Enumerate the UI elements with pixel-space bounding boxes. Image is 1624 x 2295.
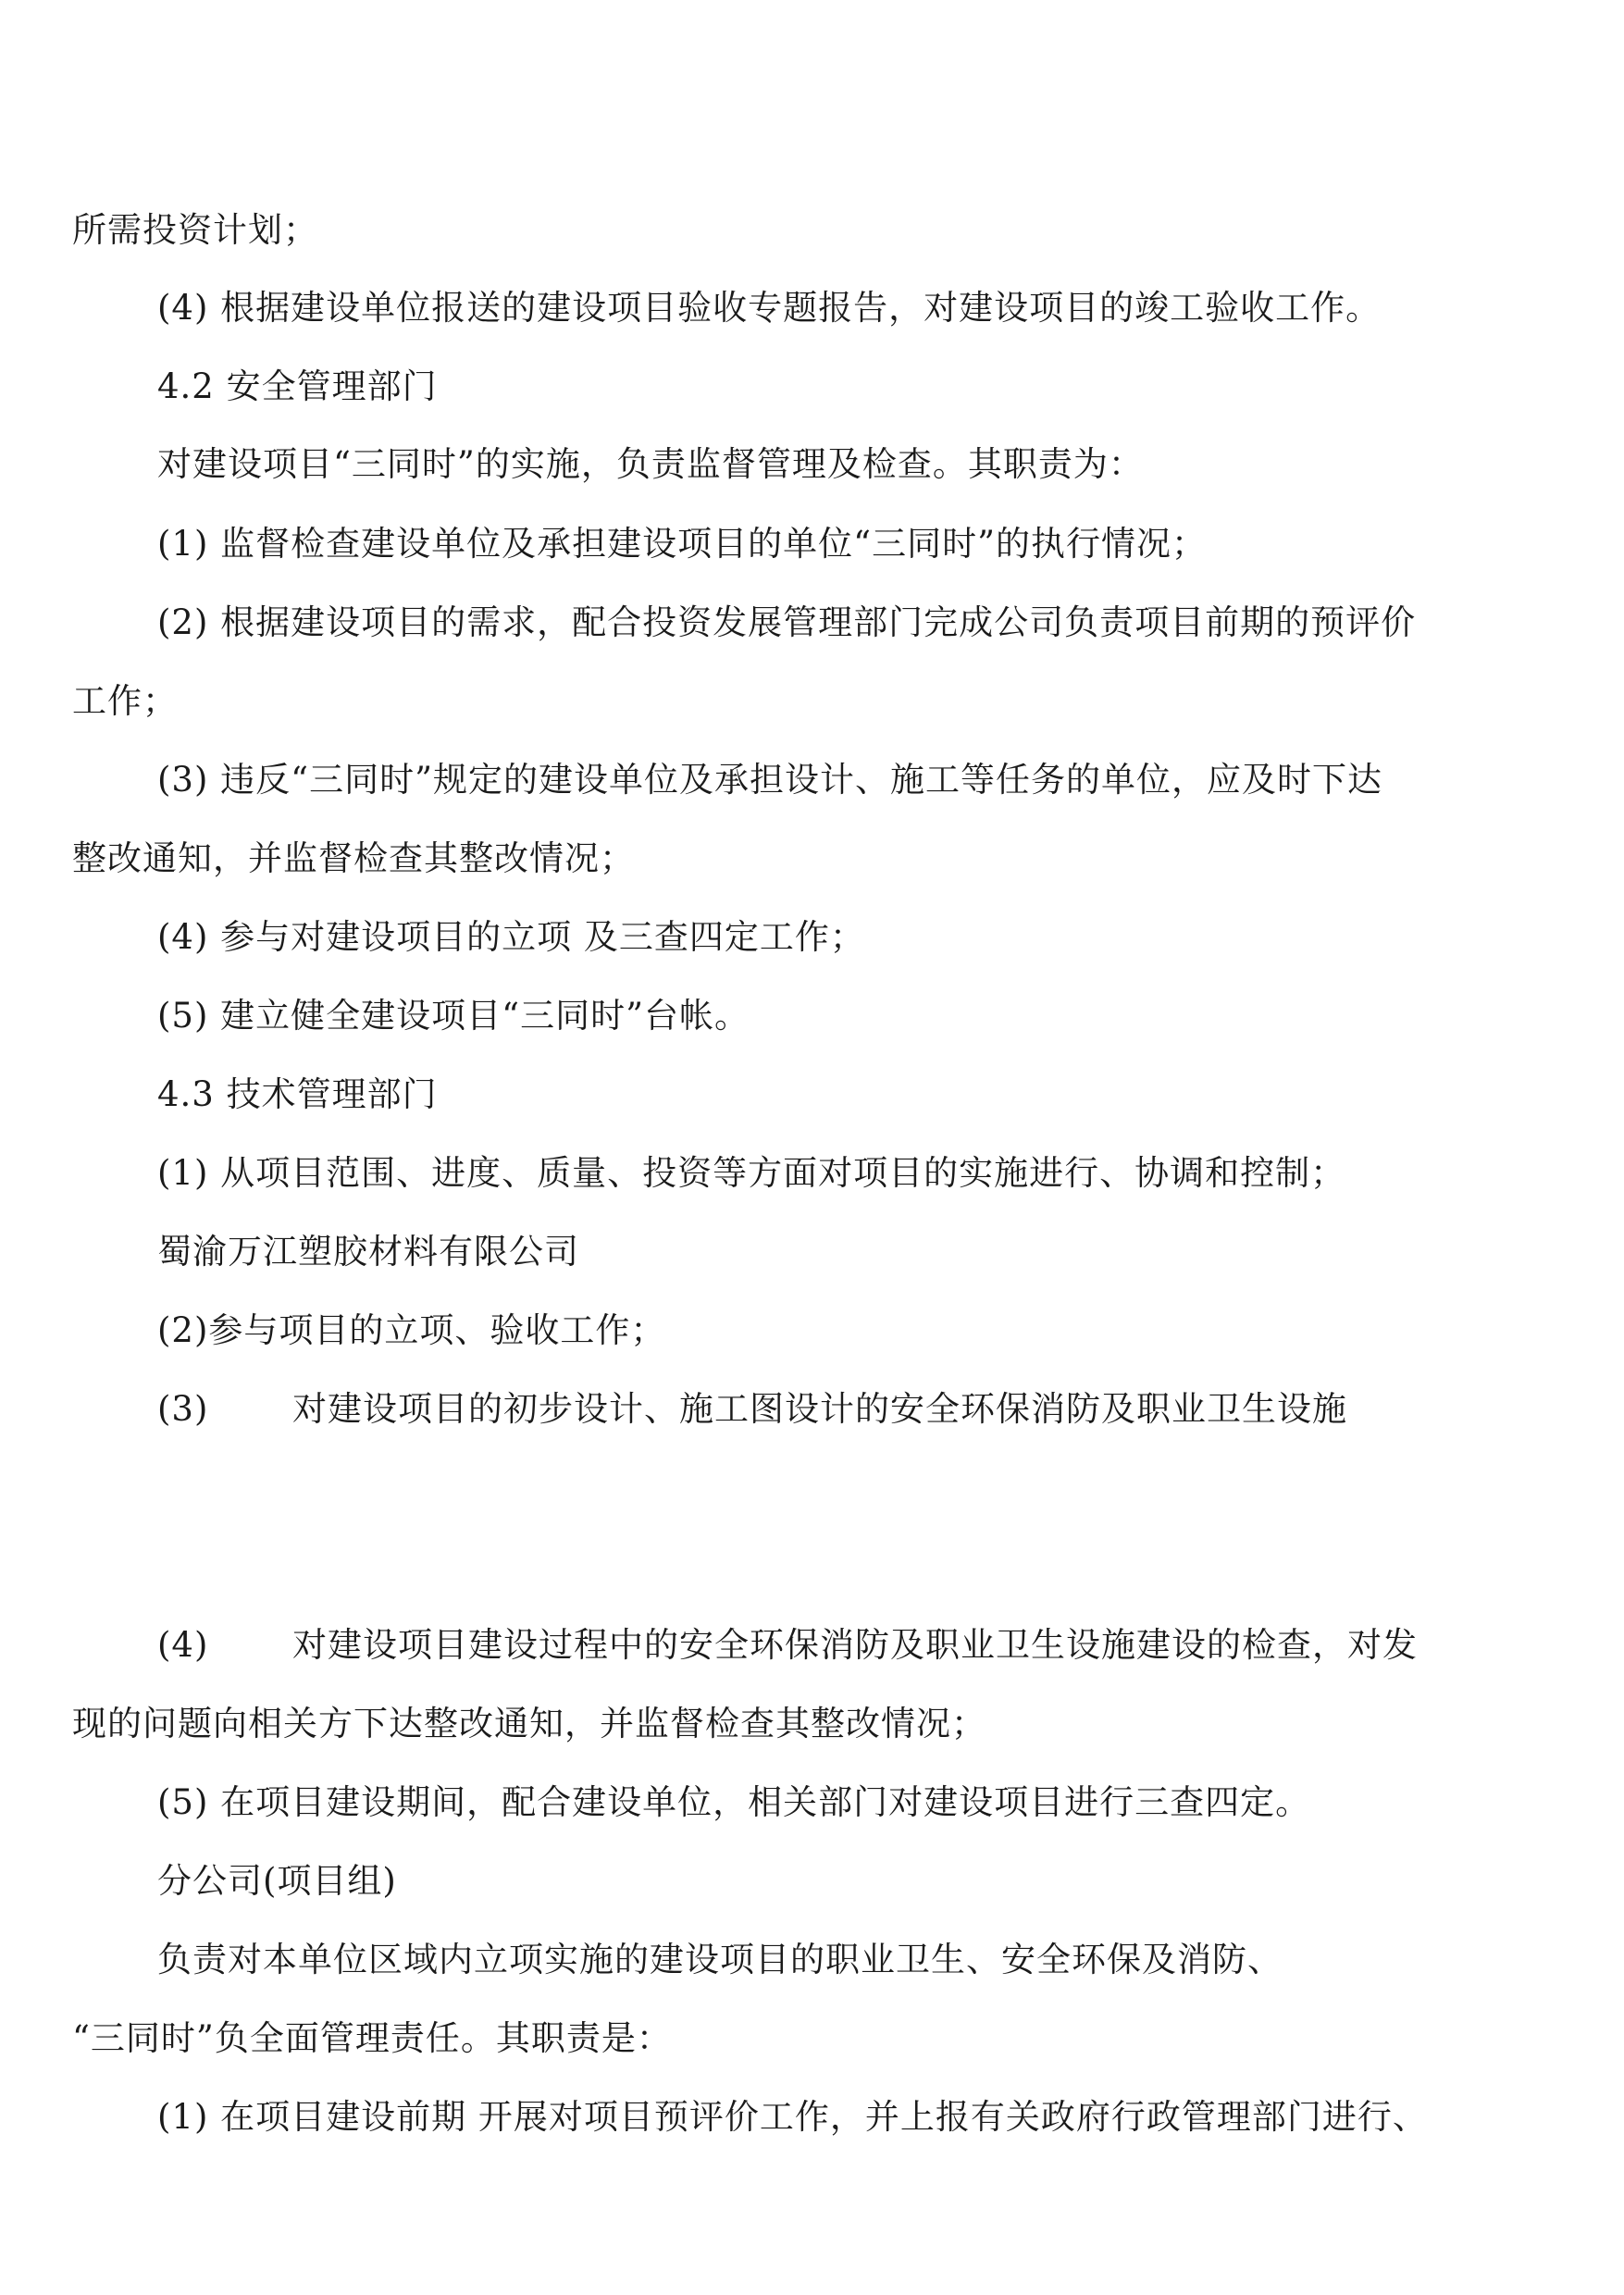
section-heading: 分公司(项目组) xyxy=(157,1861,397,1901)
text-line: 工作； xyxy=(72,681,178,721)
section-heading: 4.2 安全管理部门 xyxy=(157,366,438,406)
text-line: (5) 在项目建设期间，配合建设单位，相关部门对建设项目进行三查四定。 xyxy=(157,1782,1311,1822)
item-number: (3) xyxy=(157,1389,209,1429)
text-line: (4) 参与对建设项目的立项 及三查四定工作； xyxy=(157,917,865,957)
text-line: 对建设项目“三同时”的实施，负责监督管理及检查。其职责为： xyxy=(157,444,1144,484)
company-name: 蜀渝万江塑胶材料有限公司 xyxy=(157,1232,579,1272)
section-heading: 4.3 技术管理部门 xyxy=(157,1074,438,1114)
text-line: (3) 违反“三同时”规定的建设单位及承担设计、施工等任务的单位，应及时下达 xyxy=(157,760,1383,800)
text-line: 现的问题向相关方下达整改通知，并监督检查其整改情况； xyxy=(72,1704,986,1743)
text-line: 整改通知，并监督检查其整改情况； xyxy=(72,838,635,878)
text-line: 负责对本单位区域内立项实施的建设项目的职业卫生、安全环保及消防、 xyxy=(157,1940,1283,1979)
text-line xyxy=(157,1389,1347,1430)
text-line: (1) 从项目范围、进度、质量、投资等方面对项目的实施进行、协调和控制； xyxy=(157,1153,1346,1193)
item-text: 对建设项目的初步设计、施工图设计的安全环保消防及职业卫生设施 xyxy=(292,1389,1347,1429)
text-line: (1) 在项目建设前期 开展对项目预评价工作，并上报有关政府行政管理部门进行、 xyxy=(157,2097,1428,2137)
item-number: (4) xyxy=(157,1625,209,1665)
text-line: (2)参与项目的立项、验收工作； xyxy=(157,1310,666,1350)
text-line: 所需投资计划； xyxy=(72,210,318,250)
text-line: (5) 建立健全建设项目“三同时”台帐。 xyxy=(157,996,750,1036)
item-text: 对建设项目建设过程中的安全环保消防及职业卫生设施建设的检查，对发 xyxy=(292,1625,1418,1665)
text-line: (4) 根据建设单位报送的建设项目验收专题报告，对建设项目的竣工验收工作。 xyxy=(157,288,1382,328)
text-line: (1) 监督检查建设单位及承担建设项目的单位“三同时”的执行情况； xyxy=(157,524,1208,564)
text-line: “三同时”负全面管理责任。其职责是： xyxy=(72,2018,672,2058)
text-line: (2) 根据建设项目的需求，配合投资发展管理部门完成公司负责项目前期的预评价 xyxy=(157,602,1417,642)
text-line xyxy=(157,1625,1418,1666)
